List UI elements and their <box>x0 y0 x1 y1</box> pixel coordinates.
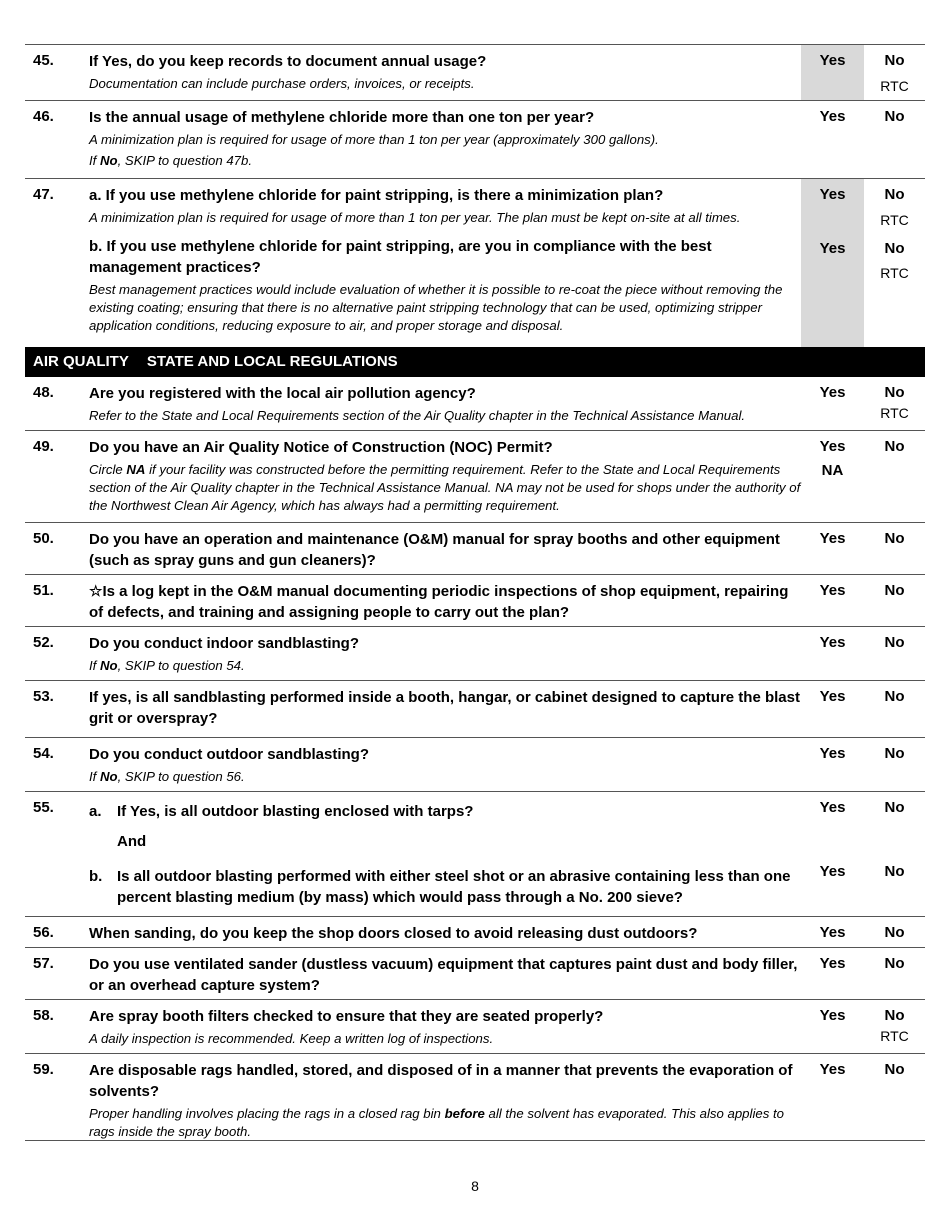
question-47-row <box>25 178 925 347</box>
question-50-row <box>25 522 925 574</box>
rtc-option[interactable]: RTC <box>880 78 909 94</box>
question-text: Are spray booth filters checked to ensure that they are seated properly? <box>89 1008 604 1025</box>
question-47b-text: b. If you use methylene chloride for paint stripping, are you in compliance with the best management practices? <box>89 238 712 276</box>
no-option[interactable]: No <box>884 52 905 69</box>
question-47a-note: A minimization plan is required for usage of more than 1 ton per year. The plan must be kept on-site at all times. <box>89 210 741 225</box>
no-option[interactable]: No <box>884 955 905 972</box>
no-option-55a[interactable]: No <box>884 799 905 816</box>
question-number: 59. <box>33 1061 54 1078</box>
question-text: Are disposable rags handled, stored, and disposed of in a manner that prevents the evaporation of solvents? <box>89 1062 793 1100</box>
question-55a-text: a. If Yes, is all outdoor blasting enclosed with tarps? <box>89 803 474 820</box>
question-text: Do you have an operation and maintenance (O&M) manual for spray booths and other equipment (such as spray guns and gun cleaners)? <box>89 531 780 569</box>
page-number: 8 <box>471 1178 479 1194</box>
no-option-55b[interactable]: No <box>884 863 905 880</box>
question-45-row <box>25 44 925 100</box>
question-number: 56. <box>33 924 54 941</box>
no-option[interactable]: No <box>884 1061 905 1078</box>
yes-option[interactable]: Yes <box>819 530 846 547</box>
yes-option[interactable]: Yes <box>819 1061 846 1078</box>
question-number: 50. <box>33 530 54 547</box>
question-58-row <box>25 999 925 1053</box>
question-text: When sanding, do you keep the shop doors closed to avoid releasing dust outdoors? <box>89 925 698 942</box>
question-text: Do you use ventilated sander (dustless vacuum) equipment that captures paint dust and body filler, or an overhead capture system? <box>89 956 798 994</box>
rtc-option[interactable]: RTC <box>880 405 909 421</box>
question-46-row <box>25 100 925 178</box>
question-number: 54. <box>33 745 54 762</box>
no-option[interactable]: No <box>884 108 905 125</box>
no-option-47a[interactable]: No <box>884 186 905 203</box>
question-59-row <box>25 1053 925 1141</box>
question-note: Refer to the State and Local Requirements section of the Air Quality chapter in the Technical Assistance Manual. <box>89 408 746 423</box>
question-48-row <box>25 377 925 430</box>
section-title: STATE AND LOCAL REGULATIONS <box>146 353 398 370</box>
question-52-row <box>25 626 925 680</box>
section-header <box>25 347 925 377</box>
question-47a-text: a. If you use methylene chloride for paint stripping, is there a minimization plan? <box>89 187 664 204</box>
no-option[interactable]: No <box>884 688 905 705</box>
question-57-row <box>25 947 925 999</box>
yes-option[interactable]: Yes <box>819 108 846 125</box>
rtc-option[interactable]: RTC <box>880 1028 909 1044</box>
yes-option[interactable]: Yes <box>819 384 846 401</box>
rtc-option-47b[interactable]: RTC <box>880 265 909 281</box>
yes-option[interactable]: Yes <box>819 582 846 599</box>
question-49-row <box>25 430 925 522</box>
no-option[interactable]: No <box>884 384 905 401</box>
question-number: 51. <box>33 582 54 599</box>
no-option[interactable]: No <box>884 530 905 547</box>
yes-option[interactable]: Yes <box>819 52 846 69</box>
no-option[interactable]: No <box>884 924 905 941</box>
yes-option-47b[interactable]: Yes <box>819 240 846 257</box>
question-47b-note: Best management practices would include evaluation of whether it is possible to re-coat the piece without removing the existing coating; ensuring that there is no alternative paint stripping technology that can be used, optimizing stripper application conditions, reducing exposure to air, and proper storage and disposal. <box>89 282 783 333</box>
question-number: 47. <box>33 186 54 203</box>
section-label: AIR QUALITY <box>33 353 129 370</box>
yes-option-55b[interactable]: Yes <box>819 863 846 880</box>
question-number: 49. <box>33 438 54 455</box>
question-note: Documentation can include purchase orders, invoices, or receipts. <box>89 76 475 91</box>
question-number: 46. <box>33 108 54 125</box>
no-option[interactable]: No <box>884 438 905 455</box>
yes-option[interactable]: Yes <box>819 1007 846 1024</box>
question-number: 53. <box>33 688 54 705</box>
skip-note: If No, SKIP to question 56. <box>89 769 245 784</box>
skip-note: If No, SKIP to question 54. <box>89 658 245 673</box>
question-56-row <box>25 916 925 947</box>
question-55-row <box>25 791 925 916</box>
checklist-table <box>25 44 925 1141</box>
question-number: 48. <box>33 384 54 401</box>
question-note: Proper handling involves placing the rags in a closed rag bin before all the solvent has evaporated. This also applies to rags inside the spray booth. <box>89 1106 784 1139</box>
question-note: A daily inspection is recommended. Keep a written log of inspections. <box>89 1031 494 1046</box>
question-text: Do you conduct indoor sandblasting? <box>89 635 359 652</box>
yes-option[interactable]: Yes <box>819 955 846 972</box>
yes-option-55a[interactable]: Yes <box>819 799 846 816</box>
na-option[interactable]: NA <box>821 462 844 479</box>
no-option-47b[interactable]: No <box>884 240 905 257</box>
question-number: 45. <box>33 52 54 69</box>
question-53-row <box>25 680 925 737</box>
question-text: If Yes, do you keep records to document annual usage? <box>89 53 487 70</box>
and-connector: And <box>117 833 147 850</box>
yes-option-47a[interactable]: Yes <box>819 186 846 203</box>
question-54-row <box>25 737 925 791</box>
no-option[interactable]: No <box>884 582 905 599</box>
question-text: Do you conduct outdoor sandblasting? <box>89 746 369 763</box>
question-55b-text: b. Is all outdoor blasting performed with either steel shot or an abrasive containing less than one percent blasting medium (by mass) which would pass through a No. 200 sieve? <box>89 868 791 906</box>
question-51-row <box>25 574 925 626</box>
question-number: 55. <box>33 799 54 816</box>
question-text: Do you have an Air Quality Notice of Construction (NOC) Permit? <box>89 439 553 456</box>
no-option[interactable]: No <box>884 745 905 762</box>
yes-option[interactable]: Yes <box>819 634 846 651</box>
question-text: ☆Is a log kept in the O&M manual documenting periodic inspections of shop equipment, repairing of defects, and training and assigning people to carry out the plan? <box>89 583 789 621</box>
star-icon: ☆ <box>89 583 103 600</box>
yes-option[interactable]: Yes <box>819 438 846 455</box>
question-text: Is the annual usage of methylene chloride more than one ton per year? <box>89 109 595 126</box>
no-option[interactable]: No <box>884 634 905 651</box>
yes-option[interactable]: Yes <box>819 688 846 705</box>
rtc-option-47a[interactable]: RTC <box>880 212 909 228</box>
question-note: Circle NA if your facility was constructed before the permitting requirement. Refer to the State and Local Requirements section of the Air Quality chapter in the Technical Assistance Manual. NA may not be used for shops under the authority of the Northwest Clean Air Agency, which has always had a permitting requirement. <box>89 462 801 513</box>
question-text: Are you registered with the local air pollution agency? <box>89 385 476 402</box>
question-number: 57. <box>33 955 54 972</box>
question-note: A minimization plan is required for usage of more than 1 ton per year (approximately 300 gallons). <box>89 132 659 147</box>
yes-option[interactable]: Yes <box>819 745 846 762</box>
question-number: 58. <box>33 1007 54 1024</box>
no-option[interactable]: No <box>884 1007 905 1024</box>
skip-note: If No, SKIP to question 47b. <box>89 153 252 168</box>
question-text: If yes, is all sandblasting performed inside a booth, hangar, or cabinet designed to capture the blast grit or overspray? <box>89 689 800 727</box>
question-number: 52. <box>33 634 54 651</box>
yes-option[interactable]: Yes <box>819 924 846 941</box>
